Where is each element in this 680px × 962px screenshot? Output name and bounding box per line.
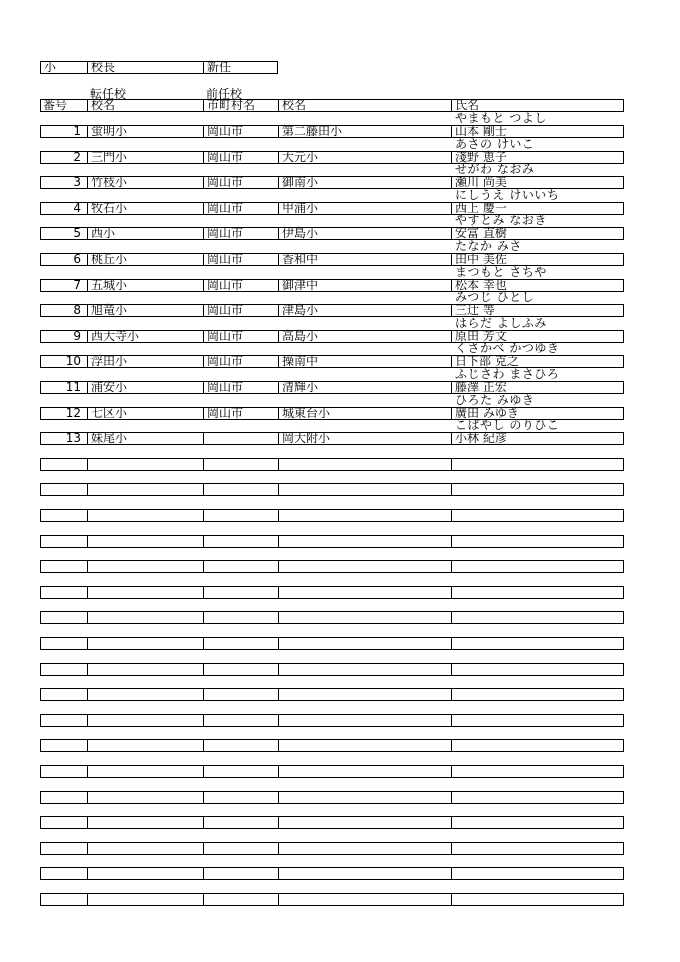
- cell-prev-school-name: 大元小: [282, 150, 319, 164]
- name-reading: せがわ なおみ: [455, 162, 535, 176]
- name-reading: やまもと つよし: [455, 111, 547, 125]
- cell-prev-school-name: 御津中: [282, 278, 319, 292]
- col-divider: [203, 766, 204, 777]
- col-divider: [278, 382, 279, 393]
- col-divider: [451, 100, 452, 111]
- table-row: [40, 739, 624, 752]
- previous-school-label: 前任校: [206, 87, 243, 101]
- col-divider: [451, 766, 452, 777]
- col-divider: [278, 817, 279, 828]
- cell-school-name: 西小: [91, 226, 116, 240]
- col-divider: [203, 664, 204, 675]
- col-divider: [87, 331, 88, 342]
- col-divider: [451, 843, 452, 854]
- col-divider: [451, 740, 452, 751]
- cell-number: 8: [73, 303, 81, 317]
- name-reading: こばやし のりひこ: [455, 418, 560, 432]
- col-divider: [203, 894, 204, 905]
- col-divider: [203, 459, 204, 470]
- col-divider: [451, 715, 452, 726]
- col-divider: [203, 126, 204, 137]
- cell-school-name: 蛍明小: [91, 124, 128, 138]
- col-divider: [278, 792, 279, 803]
- cell-school-name: 妹尾小: [91, 431, 128, 445]
- cell-municipality: 岡山市: [207, 124, 244, 138]
- cell-school-name: 浮田小: [91, 354, 128, 368]
- col-divider: [203, 689, 204, 700]
- col-divider: [87, 433, 88, 444]
- cell-number: 6: [73, 252, 81, 266]
- col-divider: [203, 561, 204, 572]
- table-row: [40, 535, 624, 548]
- cell-municipality: 岡山市: [207, 278, 244, 292]
- col-divider: [87, 868, 88, 879]
- cell-municipality: 岡山市: [207, 303, 244, 317]
- cell-municipality: 岡山市: [207, 354, 244, 368]
- col-divider: [87, 664, 88, 675]
- cell-prev-school-name: 津島小: [282, 303, 319, 317]
- col-divider: [203, 408, 204, 419]
- col-divider: [278, 433, 279, 444]
- col-divider: [203, 228, 204, 239]
- col-divider: [87, 612, 88, 623]
- col-divider: [203, 433, 204, 444]
- cell-number: 2: [73, 150, 81, 164]
- cell-name: 小林 紀彦: [455, 431, 507, 445]
- col-divider: [87, 587, 88, 598]
- col-divider: [278, 536, 279, 547]
- col-divider: [203, 254, 204, 265]
- col-divider: [87, 152, 88, 163]
- table-row: [40, 867, 624, 880]
- cell-prev-school-name: 高島小: [282, 329, 319, 343]
- col-divider: [451, 868, 452, 879]
- col-divider: [278, 510, 279, 521]
- table-row: [40, 893, 624, 906]
- header-divider: [203, 62, 204, 73]
- col-divider: [451, 817, 452, 828]
- cell-prev-school-name: 伊島小: [282, 226, 319, 240]
- table-row: [40, 279, 624, 292]
- col-divider: [203, 510, 204, 521]
- cell-name: 藤澤 正宏: [455, 380, 507, 394]
- col-divider: [451, 433, 452, 444]
- cell-school-name: 五城小: [91, 278, 128, 292]
- col-divider: [451, 587, 452, 598]
- cell-number: 9: [73, 329, 81, 343]
- col-divider: [451, 382, 452, 393]
- cell-prev-school-name: 香和中: [282, 252, 319, 266]
- col-divider: [203, 843, 204, 854]
- cell-number: 10: [65, 354, 81, 368]
- col-divider: [87, 228, 88, 239]
- table-row: [40, 791, 624, 804]
- col-divider: [87, 484, 88, 495]
- col-divider: [87, 408, 88, 419]
- header-position: 校長: [91, 60, 116, 74]
- table-row: [40, 432, 624, 445]
- table-row: [40, 458, 624, 471]
- col-divider: [451, 280, 452, 291]
- cell-prev-school-name: 御南小: [282, 175, 319, 189]
- cell-number: 3: [73, 175, 81, 189]
- col-divider: [87, 715, 88, 726]
- col-divider: [278, 228, 279, 239]
- cell-school-name: 七区小: [91, 406, 128, 420]
- col-divider: [278, 100, 279, 111]
- name-reading: やすとみ なおき: [455, 213, 547, 227]
- col-divider: [87, 561, 88, 572]
- name-reading: くさかべ かつゆき: [455, 341, 560, 355]
- cell-municipality: 岡山市: [207, 329, 244, 343]
- col-divider: [278, 843, 279, 854]
- col-divider: [451, 510, 452, 521]
- cell-municipality: 岡山市: [207, 406, 244, 420]
- col-divider: [87, 792, 88, 803]
- col-divider: [87, 254, 88, 265]
- col-divider: [87, 740, 88, 751]
- col-divider: [451, 689, 452, 700]
- col-divider: [278, 715, 279, 726]
- cell-school-name: 西大寺小: [91, 329, 140, 343]
- name-reading: まつもと さちや: [455, 265, 547, 279]
- cell-number: 13: [65, 431, 81, 445]
- table-row: [40, 688, 624, 701]
- cell-school-name: 竹枝小: [91, 175, 128, 189]
- header-box: [40, 61, 278, 74]
- cell-prev-school-name: 岡大附小: [282, 431, 331, 445]
- col-divider: [451, 305, 452, 316]
- col-divider: [203, 203, 204, 214]
- cell-name: 淺野 恵子: [455, 150, 507, 164]
- col-header-municipality: 市町村名: [207, 98, 256, 112]
- col-divider: [451, 203, 452, 214]
- cell-name: 安富 直樹: [455, 226, 507, 240]
- cell-prev-school-name: 第二藤田小: [282, 124, 343, 138]
- cell-number: 11: [65, 380, 81, 394]
- table-row: [40, 611, 624, 624]
- col-divider: [203, 612, 204, 623]
- col-divider: [278, 408, 279, 419]
- col-divider: [278, 638, 279, 649]
- col-divider: [87, 305, 88, 316]
- col-divider: [203, 152, 204, 163]
- table-row: [40, 842, 624, 855]
- table-row: [40, 227, 624, 240]
- col-divider: [451, 664, 452, 675]
- col-divider: [451, 561, 452, 572]
- table-row: [40, 714, 624, 727]
- name-reading: にしうえ けいいち: [455, 188, 560, 202]
- col-divider: [203, 638, 204, 649]
- col-divider: [203, 817, 204, 828]
- cell-school-name: 旭竜小: [91, 303, 128, 317]
- cell-prev-school-name: 城東台小: [282, 406, 331, 420]
- col-divider: [278, 894, 279, 905]
- col-divider: [278, 280, 279, 291]
- col-divider: [451, 408, 452, 419]
- header-category: 小: [44, 60, 57, 74]
- table-row: [40, 663, 624, 676]
- cell-number: 5: [73, 226, 81, 240]
- col-divider: [278, 766, 279, 777]
- table-row: [40, 816, 624, 829]
- header-divider: [87, 62, 88, 73]
- cell-name: 廣田 みゆき: [455, 406, 519, 420]
- col-divider: [87, 459, 88, 470]
- table-row: [40, 765, 624, 778]
- col-divider: [278, 356, 279, 367]
- table-row: [40, 586, 624, 599]
- col-divider: [87, 100, 88, 111]
- col-divider: [451, 894, 452, 905]
- cell-municipality: 岡山市: [207, 175, 244, 189]
- cell-municipality: 岡山市: [207, 380, 244, 394]
- col-divider: [278, 152, 279, 163]
- cell-name: 田中 美佐: [455, 252, 507, 266]
- col-divider: [278, 459, 279, 470]
- col-divider: [87, 689, 88, 700]
- col-divider: [203, 331, 204, 342]
- col-divider: [451, 356, 452, 367]
- col-divider: [451, 536, 452, 547]
- table-row: [40, 483, 624, 496]
- col-divider: [278, 740, 279, 751]
- name-reading: ふじさわ まさひろ: [455, 367, 560, 381]
- col-divider: [87, 817, 88, 828]
- col-divider: [278, 612, 279, 623]
- header-status: 新任: [207, 60, 232, 74]
- col-divider: [87, 536, 88, 547]
- col-divider: [203, 740, 204, 751]
- col-divider: [451, 612, 452, 623]
- cell-school-name: 浦安小: [91, 380, 128, 394]
- col-divider: [87, 843, 88, 854]
- col-header-number: 番号: [43, 98, 68, 112]
- col-header-school-name: 校名: [91, 98, 116, 112]
- table-row: [40, 381, 624, 394]
- cell-name: 日下部 克之: [455, 354, 519, 368]
- name-reading: みつじ ひとし: [455, 290, 535, 304]
- col-header-name: 氏名: [455, 98, 480, 112]
- col-divider: [203, 587, 204, 598]
- cell-name: 三辻 等: [455, 303, 495, 317]
- cell-name: 瀬川 尚美: [455, 175, 507, 189]
- col-header-prev-school-name: 校名: [282, 98, 307, 112]
- col-divider: [87, 203, 88, 214]
- col-divider: [87, 638, 88, 649]
- col-divider: [278, 254, 279, 265]
- col-divider: [278, 868, 279, 879]
- col-divider: [203, 280, 204, 291]
- col-divider: [278, 561, 279, 572]
- cell-school-name: 牧石小: [91, 201, 128, 215]
- cell-prev-school-name: 操南中: [282, 354, 319, 368]
- col-divider: [278, 203, 279, 214]
- col-divider: [278, 177, 279, 188]
- col-divider: [203, 536, 204, 547]
- col-divider: [203, 484, 204, 495]
- col-divider: [203, 715, 204, 726]
- cell-municipality: 岡山市: [207, 252, 244, 266]
- col-divider: [451, 792, 452, 803]
- name-reading: あさの けいこ: [455, 137, 535, 151]
- col-divider: [203, 305, 204, 316]
- col-divider: [451, 126, 452, 137]
- col-divider: [278, 484, 279, 495]
- col-divider: [451, 331, 452, 342]
- col-divider: [451, 152, 452, 163]
- col-divider: [278, 587, 279, 598]
- cell-number: 7: [73, 278, 81, 292]
- col-divider: [203, 356, 204, 367]
- col-divider: [451, 228, 452, 239]
- col-divider: [278, 126, 279, 137]
- cell-name: 山本 剛士: [455, 124, 507, 138]
- col-divider: [278, 689, 279, 700]
- cell-name: 松本 幸也: [455, 278, 507, 292]
- cell-number: 1: [73, 124, 81, 138]
- col-divider: [278, 331, 279, 342]
- name-reading: たなか みさ: [455, 239, 522, 253]
- col-divider: [87, 510, 88, 521]
- cell-municipality: 岡山市: [207, 150, 244, 164]
- col-divider: [87, 177, 88, 188]
- table-row: [40, 637, 624, 650]
- cell-school-name: 桃丘小: [91, 252, 128, 266]
- col-divider: [203, 382, 204, 393]
- cell-municipality: 岡山市: [207, 226, 244, 240]
- cell-prev-school-name: 清輝小: [282, 380, 319, 394]
- col-divider: [87, 126, 88, 137]
- col-divider: [87, 766, 88, 777]
- cell-school-name: 三門小: [91, 150, 128, 164]
- col-divider: [87, 894, 88, 905]
- table-row: [40, 509, 624, 522]
- col-divider: [451, 638, 452, 649]
- col-divider: [203, 100, 204, 111]
- cell-name: 原田 芳文: [455, 329, 507, 343]
- name-reading: はらだ よしふみ: [455, 316, 547, 330]
- cell-prev-school-name: 甲浦小: [282, 201, 319, 215]
- col-divider: [451, 484, 452, 495]
- cell-municipality: 岡山市: [207, 201, 244, 215]
- col-divider: [203, 868, 204, 879]
- col-divider: [87, 382, 88, 393]
- cell-number: 12: [65, 406, 81, 420]
- col-divider: [451, 177, 452, 188]
- cell-name: 西上 慶一: [455, 201, 507, 215]
- cell-number: 4: [73, 201, 81, 215]
- table-row: [40, 151, 624, 164]
- col-divider: [451, 254, 452, 265]
- transfer-school-label: 転任校: [90, 87, 127, 101]
- col-divider: [278, 305, 279, 316]
- name-reading: ひろた みゆき: [455, 393, 535, 407]
- table-row: [40, 560, 624, 573]
- col-divider: [278, 664, 279, 675]
- col-divider: [451, 459, 452, 470]
- col-divider: [87, 280, 88, 291]
- col-divider: [203, 177, 204, 188]
- table-row: [40, 125, 624, 138]
- col-divider: [203, 792, 204, 803]
- col-divider: [87, 356, 88, 367]
